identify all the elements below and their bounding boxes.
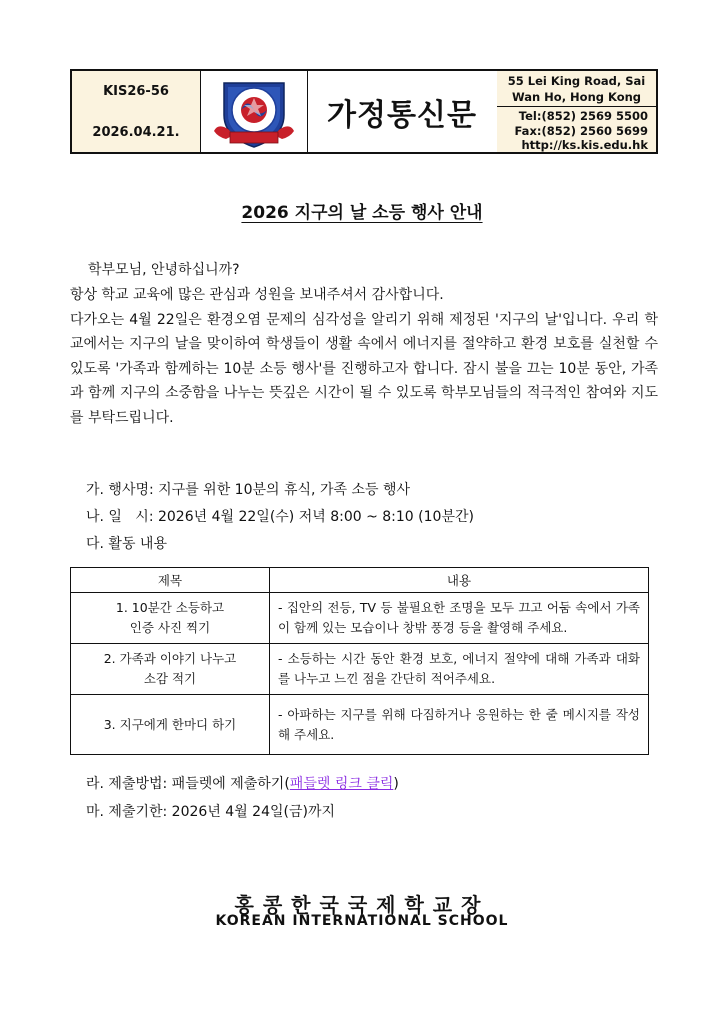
- school-address: [497, 71, 656, 107]
- paragraph-earth-day: 다가오는 4월 22일은 환경오염 문제의 심각성을 알리기 위해 제정된 '지구의 날'입니다. 우리 학교에서는 지구의 날을 맞이하여 학생들이 생활 속에서 에너지를 절약하고 환경 보호를 실천할 수 있도록 '가족과 함께하는 10분 소등 행사'를 진행하고자 합니다. 잠시 불을 끄는 10분 동안, 가족과 함께 지구의 소중함을 나누는 뜻깊은 시간이 될 수 있도록 학부모님들의 적극적인 참여와 지도를 부탁드립니다.: [70, 311, 658, 426]
- school-name-korean: 홍콩한국국제학교장: [234, 893, 490, 917]
- activity-title-line: 3. 지구에게 한마디 하기: [103, 716, 237, 732]
- table-row: [71, 593, 649, 644]
- table-row: [71, 644, 649, 695]
- website-link[interactable]: http://ks.kis.edu.hk: [521, 138, 648, 152]
- address-line-1: 55 Lei King Road, Sai: [507, 74, 646, 88]
- activity-table: [70, 567, 649, 755]
- document-date: 2026.04.21.: [72, 112, 201, 152]
- item-submission-deadline: 마. 제출기한: 2026년 4월 24일(금)까지: [86, 804, 336, 820]
- body-paragraph: [70, 283, 658, 430]
- table-row: [71, 695, 649, 755]
- activity-content: - 소등하는 시간 동안 환경 보호, 에너지 절약에 대해 가족과 대화를 나누고 느낀 점을 간단히 적어주세요.: [270, 644, 649, 695]
- item-event-name: 가. 행사명: 지구를 위한 10분의 휴식, 가족 소등 행사: [86, 482, 410, 498]
- school-contact: [497, 107, 656, 152]
- letter-header: [70, 69, 658, 154]
- school-name-english: KOREAN INTERNATIONAL SCHOOL: [215, 913, 509, 929]
- tel-number: Tel:(852) 2569 5500: [518, 109, 648, 123]
- table-header-title: 제목: [71, 568, 270, 593]
- notice-title-text: 2026 지구의 날 소등 행사 안내: [241, 203, 483, 223]
- item-event-time: 나. 일 시: 2026년 4월 22일(수) 저녁 8:00 ~ 8:10 (10분간): [86, 509, 474, 525]
- school-logo: [200, 71, 308, 152]
- activity-title-line: 2. 가족과 이야기 나누고: [103, 651, 237, 666]
- activity-content: - 아파하는 지구를 위해 다짐하거나 응원하는 한 줄 메시지를 작성해 주세요.: [270, 695, 649, 755]
- item-submission-method: [86, 772, 399, 797]
- paragraph-line-thanks: 항상 학교 교육에 많은 관심과 성원을 보내주셔서 감사합니다.: [70, 287, 444, 303]
- table-header-content: 내용: [270, 568, 649, 593]
- address-line-2: Wan Ho, Hong Kong: [511, 90, 642, 104]
- submission-method-close: ): [393, 776, 399, 792]
- activity-title: [71, 644, 270, 695]
- padlet-link[interactable]: 패들렛 링크 클릭: [289, 776, 394, 792]
- fax-number: Fax:(852) 2560 5699: [514, 123, 648, 138]
- activity-title-line: 소감 적기: [143, 671, 197, 686]
- document-id: KIS26-56: [72, 71, 201, 113]
- activity-title: [71, 695, 270, 755]
- activity-title: [71, 593, 270, 644]
- activity-title-line: 1. 10분간 소등하고: [115, 600, 225, 615]
- item-activities: 다. 활동 내용: [86, 536, 167, 552]
- notice-title: [0, 198, 724, 223]
- activity-content: - 집안의 전등, TV 등 불필요한 조명을 모두 끄고 어둠 속에서 가족이 함께 있는 모습이나 창밖 풍경 등을 촬영해 주세요.: [270, 593, 649, 644]
- school-crest-icon: [208, 75, 300, 149]
- letter-title: 가정통신문: [307, 71, 498, 152]
- activity-title-line: 인증 사진 찍기: [129, 620, 211, 635]
- greeting: 학부모님, 안녕하십니까?: [88, 262, 240, 278]
- submission-method-text: 라. 제출방법: 패들렛에 제출하기(: [86, 776, 290, 792]
- table-header-row: [71, 568, 649, 593]
